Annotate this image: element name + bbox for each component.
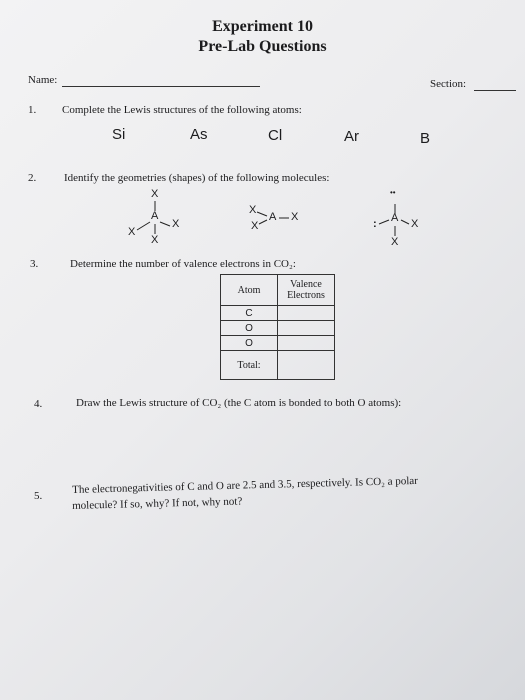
valence-cell-o[interactable]: [278, 336, 335, 351]
lone-pair-left: :: [373, 218, 377, 230]
total-label: Total:: [221, 351, 278, 380]
ligand-x: X: [151, 188, 159, 200]
ligand-x: X: [249, 204, 257, 216]
page-title: Experiment 10: [212, 18, 313, 35]
atom-b: B: [420, 130, 431, 147]
valence-table: [220, 274, 335, 380]
row-atom-o: O: [221, 321, 278, 336]
central-atom-a: A: [391, 212, 399, 224]
section-label: Section:: [430, 78, 467, 90]
total-cell[interactable]: [278, 351, 335, 380]
atom-cl: Cl: [268, 127, 283, 144]
central-atom-a: A: [151, 210, 159, 222]
name-label: Name:: [28, 74, 58, 86]
q5-number: 5.: [34, 490, 43, 502]
valence-cell-o[interactable]: [278, 321, 335, 336]
col-valence-header: Valence Electrons: [278, 275, 335, 306]
ligand-x: X: [172, 218, 180, 230]
ligand-x: X: [291, 211, 299, 223]
q1-text: Complete the Lewis structures of the following atoms:: [62, 104, 302, 116]
q3-text: Determine the number of valence electrons in CO₂:: [70, 258, 296, 270]
molecule-ax4: [120, 188, 190, 250]
lone-pair-top: ••: [390, 188, 396, 197]
atom-si: Si: [112, 126, 126, 143]
atom-ar: Ar: [344, 128, 359, 145]
ligand-x: X: [411, 218, 419, 230]
page-subtitle: Pre-Lab Questions: [198, 38, 327, 55]
q4-text: Draw the Lewis structure of CO₂ (the C atom is bonded to both O atoms):: [76, 397, 402, 409]
row-atom-o: O: [221, 336, 278, 351]
ligand-x: X: [391, 236, 399, 248]
q3-number: 3.: [30, 258, 39, 270]
q4-number: 4.: [34, 398, 43, 410]
name-field[interactable]: [62, 86, 260, 87]
q2-number: 2.: [28, 172, 37, 184]
section-field[interactable]: [474, 90, 516, 91]
q5-text-line2: molecule? If so, why? If not, why not?: [72, 495, 243, 512]
col-atom-header: Atom: [221, 275, 278, 306]
ligand-x: X: [128, 226, 136, 238]
valence-cell-c[interactable]: [278, 306, 335, 321]
atom-as: As: [190, 126, 208, 143]
ligand-x: X: [151, 234, 159, 246]
molecule-ax2e2: [365, 190, 425, 252]
molecule-ax3: [245, 200, 315, 240]
q1-number: 1.: [28, 104, 37, 116]
q2-text: Identify the geometries (shapes) of the following molecules:: [64, 172, 330, 184]
central-atom-a: A: [269, 211, 277, 223]
ligand-x: X: [251, 220, 259, 232]
row-atom-c: C: [221, 306, 278, 321]
q5-text-line1: The electronegativities of C and O are 2.5 and 3.5, respectively. Is CO₂ a polar: [72, 474, 419, 496]
